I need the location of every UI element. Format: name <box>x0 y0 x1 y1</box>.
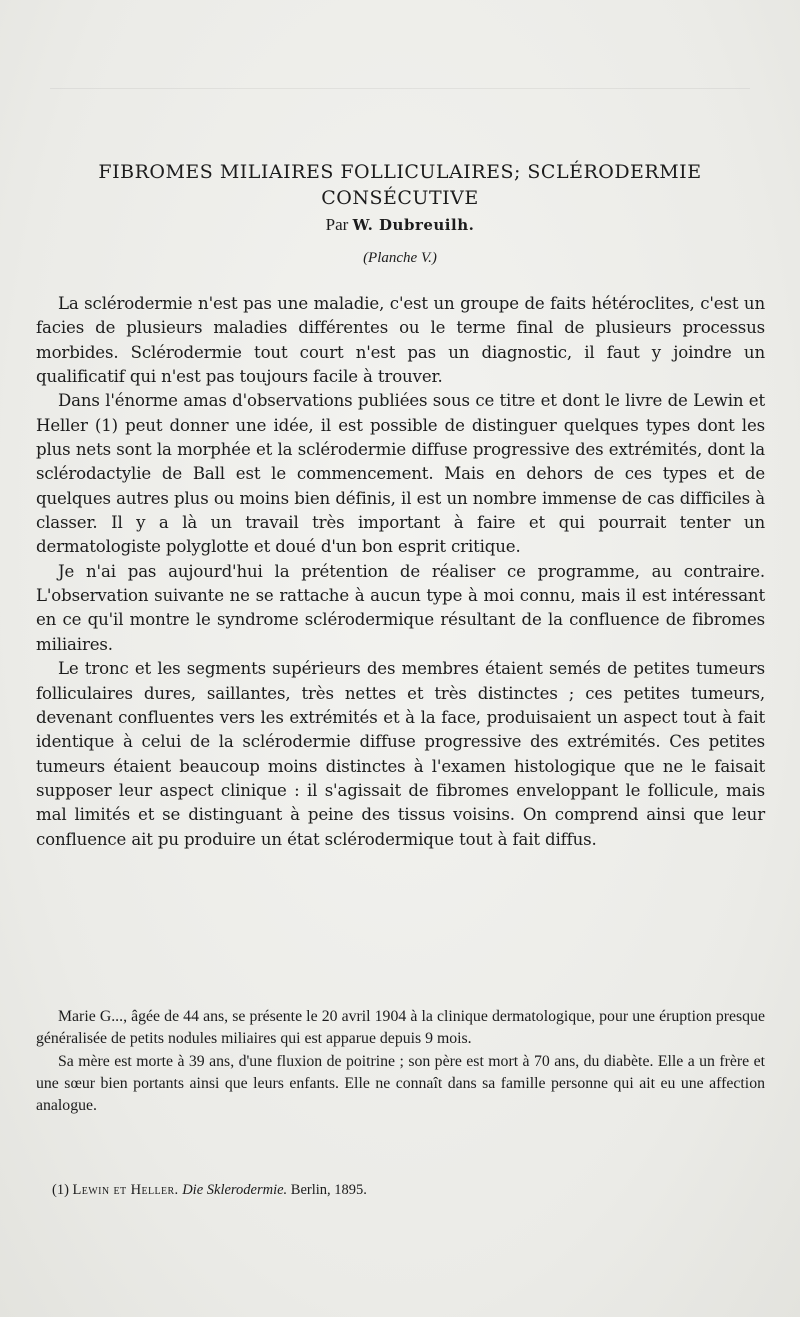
bleed-through-line <box>50 58 750 89</box>
case-paragraph: Sa mère est morte à 39 ans, d'une fluxion de poitrine ; son père est mort à 70 ans, du diabète. Elle a un frère et une sœur bien portants ainsi que leurs enfants. Elle ne connaît dans sa famille personne qui ait eu une affection analogue. <box>36 1052 765 1115</box>
author-name: W. Dubreuilh. <box>352 216 475 234</box>
paragraph: Je n'ai pas aujourd'hui la prétention de réaliser ce programme, au contraire. L'observation suivante ne se rattache à aucun type à moi connu, mais il est intéressant en ce qu'il montre le syndrome sclérodermique résultant de la confluence de fibromes miliaires. <box>36 561 765 654</box>
case-report <box>36 1006 765 1117</box>
byline-prefix: Par <box>325 215 353 234</box>
case-paragraph: Marie G..., âgée de 44 ans, se présente le 20 avril 1904 à la clinique dermatologique, pour une éruption presque généralisée de petits nodules miliaires qui est apparue depuis 9 mois. <box>36 1008 765 1048</box>
article-title-line-2: CONSÉCUTIVE <box>321 187 479 209</box>
main-text <box>36 292 765 852</box>
paragraph: Le tronc et les segments supérieurs des membres étaient semés de petites tumeurs folliculaires dures, saillantes, très nettes et très distinctes ; ces petites tumeurs, devenant confluentes vers les extrémités et à la face, produisaient un aspect tout à fait identique à celui de la sclérodermie diffuse progressive des extrémités. Ces petites tumeurs étaient beaucoup moins distinctes à l'examen histologique que ne le faisait supposer leur aspect clinique : il s'agissait de fibromes enveloppant le follicule, mais mal limités et se distinguant à peine des tissus voisins. On comprend ainsi que leur confluence ait pu produire un état sclérodermique tout à fait diffus. <box>36 659 765 849</box>
footnote-marker: (1) <box>52 1182 73 1198</box>
footnote-authors: Lewin et Heller. <box>72 1182 179 1198</box>
plate-reference: (Planche V.) <box>363 250 437 266</box>
paragraph: La sclérodermie n'est pas une maladie, c'est un groupe de faits hétéroclites, c'est un facies de plusieurs maladies différentes ou le terme final de plusieurs processus morbides. Sclérodermie tout court n'est pas un diagnostic, il faut y joindre un qualificatif qui n'est pas toujours facile à trouver. <box>36 294 765 387</box>
footnote <box>52 1182 367 1199</box>
footnote-work: Die Sklerodermie. <box>182 1182 288 1198</box>
paragraph: Dans l'énorme amas d'observations publiées sous ce titre et dont le livre de Lewin et Heller (1) peut donner une idée, il est possible de distinguer quelques types dont les plus nets sont la morphée et la sclérodermie diffuse progressive des extrémités, dont la sclérodactylie de Ball est le commencement. Mais en dehors de ces types et de quelques autres plus ou moins bien définis, il est un nombre immense de cas difficiles à classer. Il y a là un travail très important à faire et qui pourrait tenter un dermatologiste polyglotte et doué d'un bon esprit critique. <box>36 391 765 557</box>
footnote-place-year: Berlin, 1895. <box>287 1182 367 1198</box>
article-title-line-1: FIBROMES MILIAIRES FOLLICULAIRES; SCLÉRODERMIE <box>98 161 702 183</box>
byline <box>40 215 760 235</box>
